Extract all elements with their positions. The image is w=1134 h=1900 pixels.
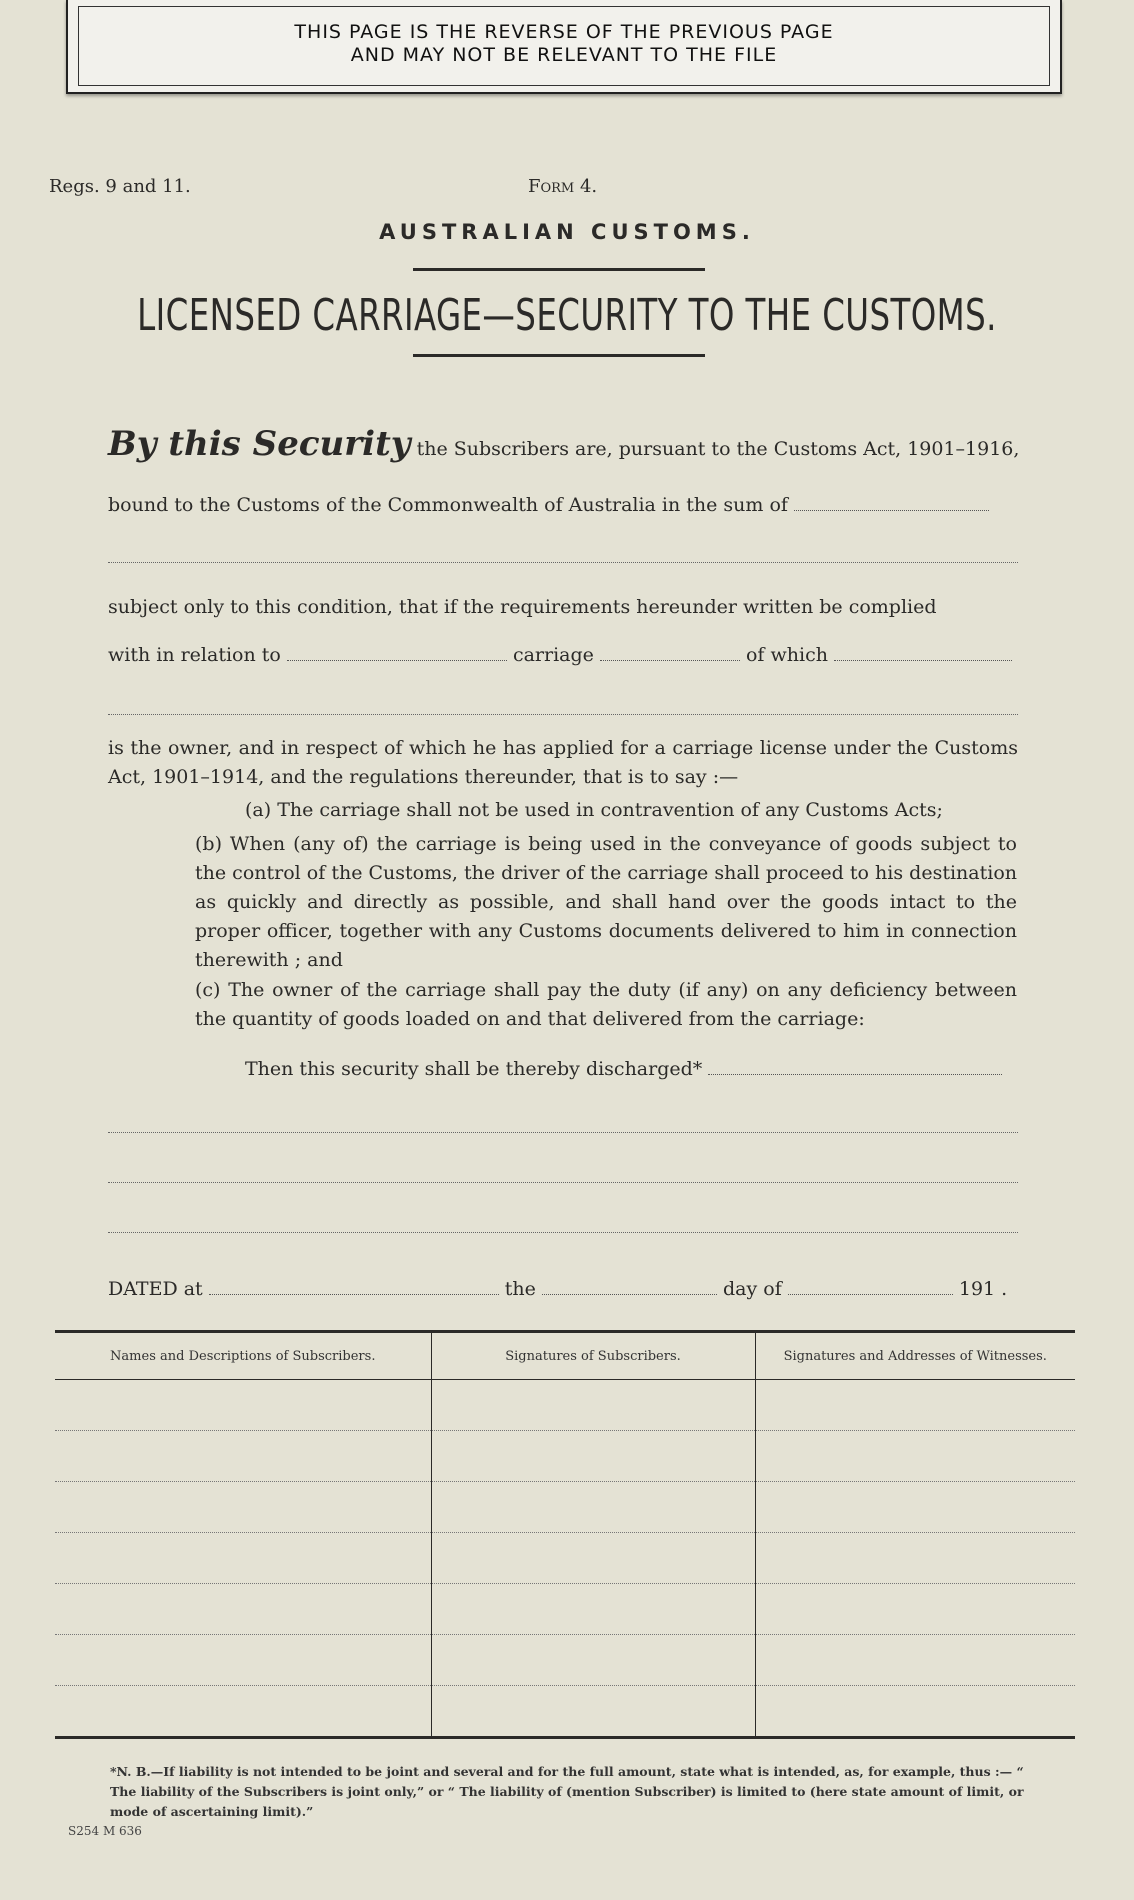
print-code: S254 M 636 <box>68 1824 142 1838</box>
security-line-1 <box>108 424 1020 464</box>
heading-rule-top <box>413 268 705 271</box>
owner-field[interactable] <box>834 660 1012 661</box>
opening-words: By this Security <box>108 424 411 464</box>
sum-field[interactable] <box>794 510 989 511</box>
witness-cell[interactable] <box>755 1686 1075 1738</box>
table-row <box>55 1482 1075 1533</box>
year-label: 191 . <box>958 1278 1008 1300</box>
sum-label: bound to the Customs of the Commonwealth of Australia in the sum of <box>108 494 788 516</box>
name-cell[interactable] <box>55 1686 431 1738</box>
signature-cell[interactable] <box>431 1380 755 1431</box>
table-row <box>55 1584 1075 1635</box>
day-field[interactable] <box>542 1294 717 1295</box>
table-row <box>55 1380 1075 1431</box>
signature-cell[interactable] <box>431 1686 755 1738</box>
signature-cell[interactable] <box>431 1482 755 1533</box>
form-title: LICENSED CARRIAGE—SECURITY TO THE CUSTOMS. <box>137 290 997 341</box>
dated-line <box>108 1278 1007 1300</box>
witnesses-header: Signatures and Addresses of Witnesses. <box>755 1332 1075 1380</box>
discharge-field[interactable] <box>708 1074 1002 1075</box>
owner-continuation-line[interactable] <box>108 714 1018 715</box>
reverse-page-banner <box>66 0 1062 94</box>
the-label: the <box>504 1278 536 1300</box>
discharge-line-3[interactable] <box>108 1182 1018 1183</box>
regulations-ref: Regs. 9 and 11. <box>49 176 191 197</box>
security-line-2 <box>108 494 989 516</box>
sum-continuation-line[interactable] <box>108 562 1018 563</box>
table-row <box>55 1431 1075 1482</box>
subscribers-table <box>55 1330 1075 1739</box>
discharge-line <box>245 1058 1002 1080</box>
witness-cell[interactable] <box>755 1431 1075 1482</box>
name-cell[interactable] <box>55 1431 431 1482</box>
banner-text <box>78 6 1050 86</box>
discharge-line-2[interactable] <box>108 1132 1018 1133</box>
clause-a: (a) The carriage shall not be used in contravention of any Customs Acts; <box>245 799 943 821</box>
condition-line: subject only to this condition, that if the requirements hereunder written be complied <box>108 596 937 618</box>
witness-cell[interactable] <box>755 1380 1075 1431</box>
table-header-row <box>55 1332 1075 1380</box>
heading-rule-bottom <box>413 354 705 357</box>
clause-b: (b) When (any of) the carriage is being used in the conveyance of goods subject to the control of the Customs, the driver of the carriage shall proceed to his destination as quickly and directly as possible, and shall hand over the goods intact to the proper officer, together with any Customs documents delivered to him in connection therewith ; and <box>195 833 1017 971</box>
signature-cell[interactable] <box>431 1584 755 1635</box>
of-which-label: of which <box>745 644 828 666</box>
department-heading: AUSTRALIAN CUSTOMS. <box>379 220 755 244</box>
signature-cell[interactable] <box>431 1533 755 1584</box>
place-field[interactable] <box>209 1294 499 1295</box>
carriage-label: carriage <box>512 644 594 666</box>
day-of-label: day of <box>723 1278 782 1300</box>
witness-cell[interactable] <box>755 1584 1075 1635</box>
dated-at-label: DATED at <box>108 1278 203 1300</box>
witness-cell[interactable] <box>755 1533 1075 1584</box>
table-row <box>55 1635 1075 1686</box>
witness-cell[interactable] <box>755 1482 1075 1533</box>
name-cell[interactable] <box>55 1482 431 1533</box>
table-row <box>55 1686 1075 1738</box>
witness-cell[interactable] <box>755 1635 1075 1686</box>
signature-cell[interactable] <box>431 1635 755 1686</box>
name-cell[interactable] <box>55 1380 431 1431</box>
discharge-label: Then this security shall be thereby discharged* <box>245 1058 703 1080</box>
relation-line <box>108 644 1012 666</box>
security-line-1-text: the Subscribers are, pursuant to the Customs Act, 1901–1916, <box>416 438 1020 460</box>
names-header: Names and Descriptions of Subscribers. <box>55 1332 431 1380</box>
clause-c: (c) The owner of the carriage shall pay the duty (if any) on any deficiency between the quantity of goods loaded on and that delivered from the carriage: <box>195 979 1017 1030</box>
form-number: Form 4. <box>528 176 598 197</box>
relation-label: with in relation to <box>108 644 281 666</box>
footnote: *N. B.—If liability is not intended to be joint and several and for the full amount, state what is intended, as, for example, thus :— “ The liability of the Subscribers is joint only,” or “ The liability of (mention Subscriber) is limited to (here state amount of limit, or mode of ascertaining limit).” <box>110 1764 1024 1819</box>
carriage-field[interactable] <box>600 660 740 661</box>
banner-line-2: AND MAY NOT BE RELEVANT TO THE FILE <box>350 44 778 66</box>
signature-cell[interactable] <box>431 1431 755 1482</box>
signatures-header: Signatures of Subscribers. <box>431 1332 755 1380</box>
banner-line-1: THIS PAGE IS THE REVERSE OF THE PREVIOUS PAGE <box>294 21 834 43</box>
discharge-line-4[interactable] <box>108 1232 1018 1233</box>
name-cell[interactable] <box>55 1533 431 1584</box>
owner-paragraph: is the owner, and in respect of which he has applied for a carriage license under the Customs Act, 1901–1914, and the regulations thereunder, that is to say :— <box>108 737 1018 788</box>
name-cell[interactable] <box>55 1635 431 1686</box>
relation-field[interactable] <box>287 660 507 661</box>
table-row <box>55 1533 1075 1584</box>
name-cell[interactable] <box>55 1584 431 1635</box>
month-field[interactable] <box>788 1294 953 1295</box>
